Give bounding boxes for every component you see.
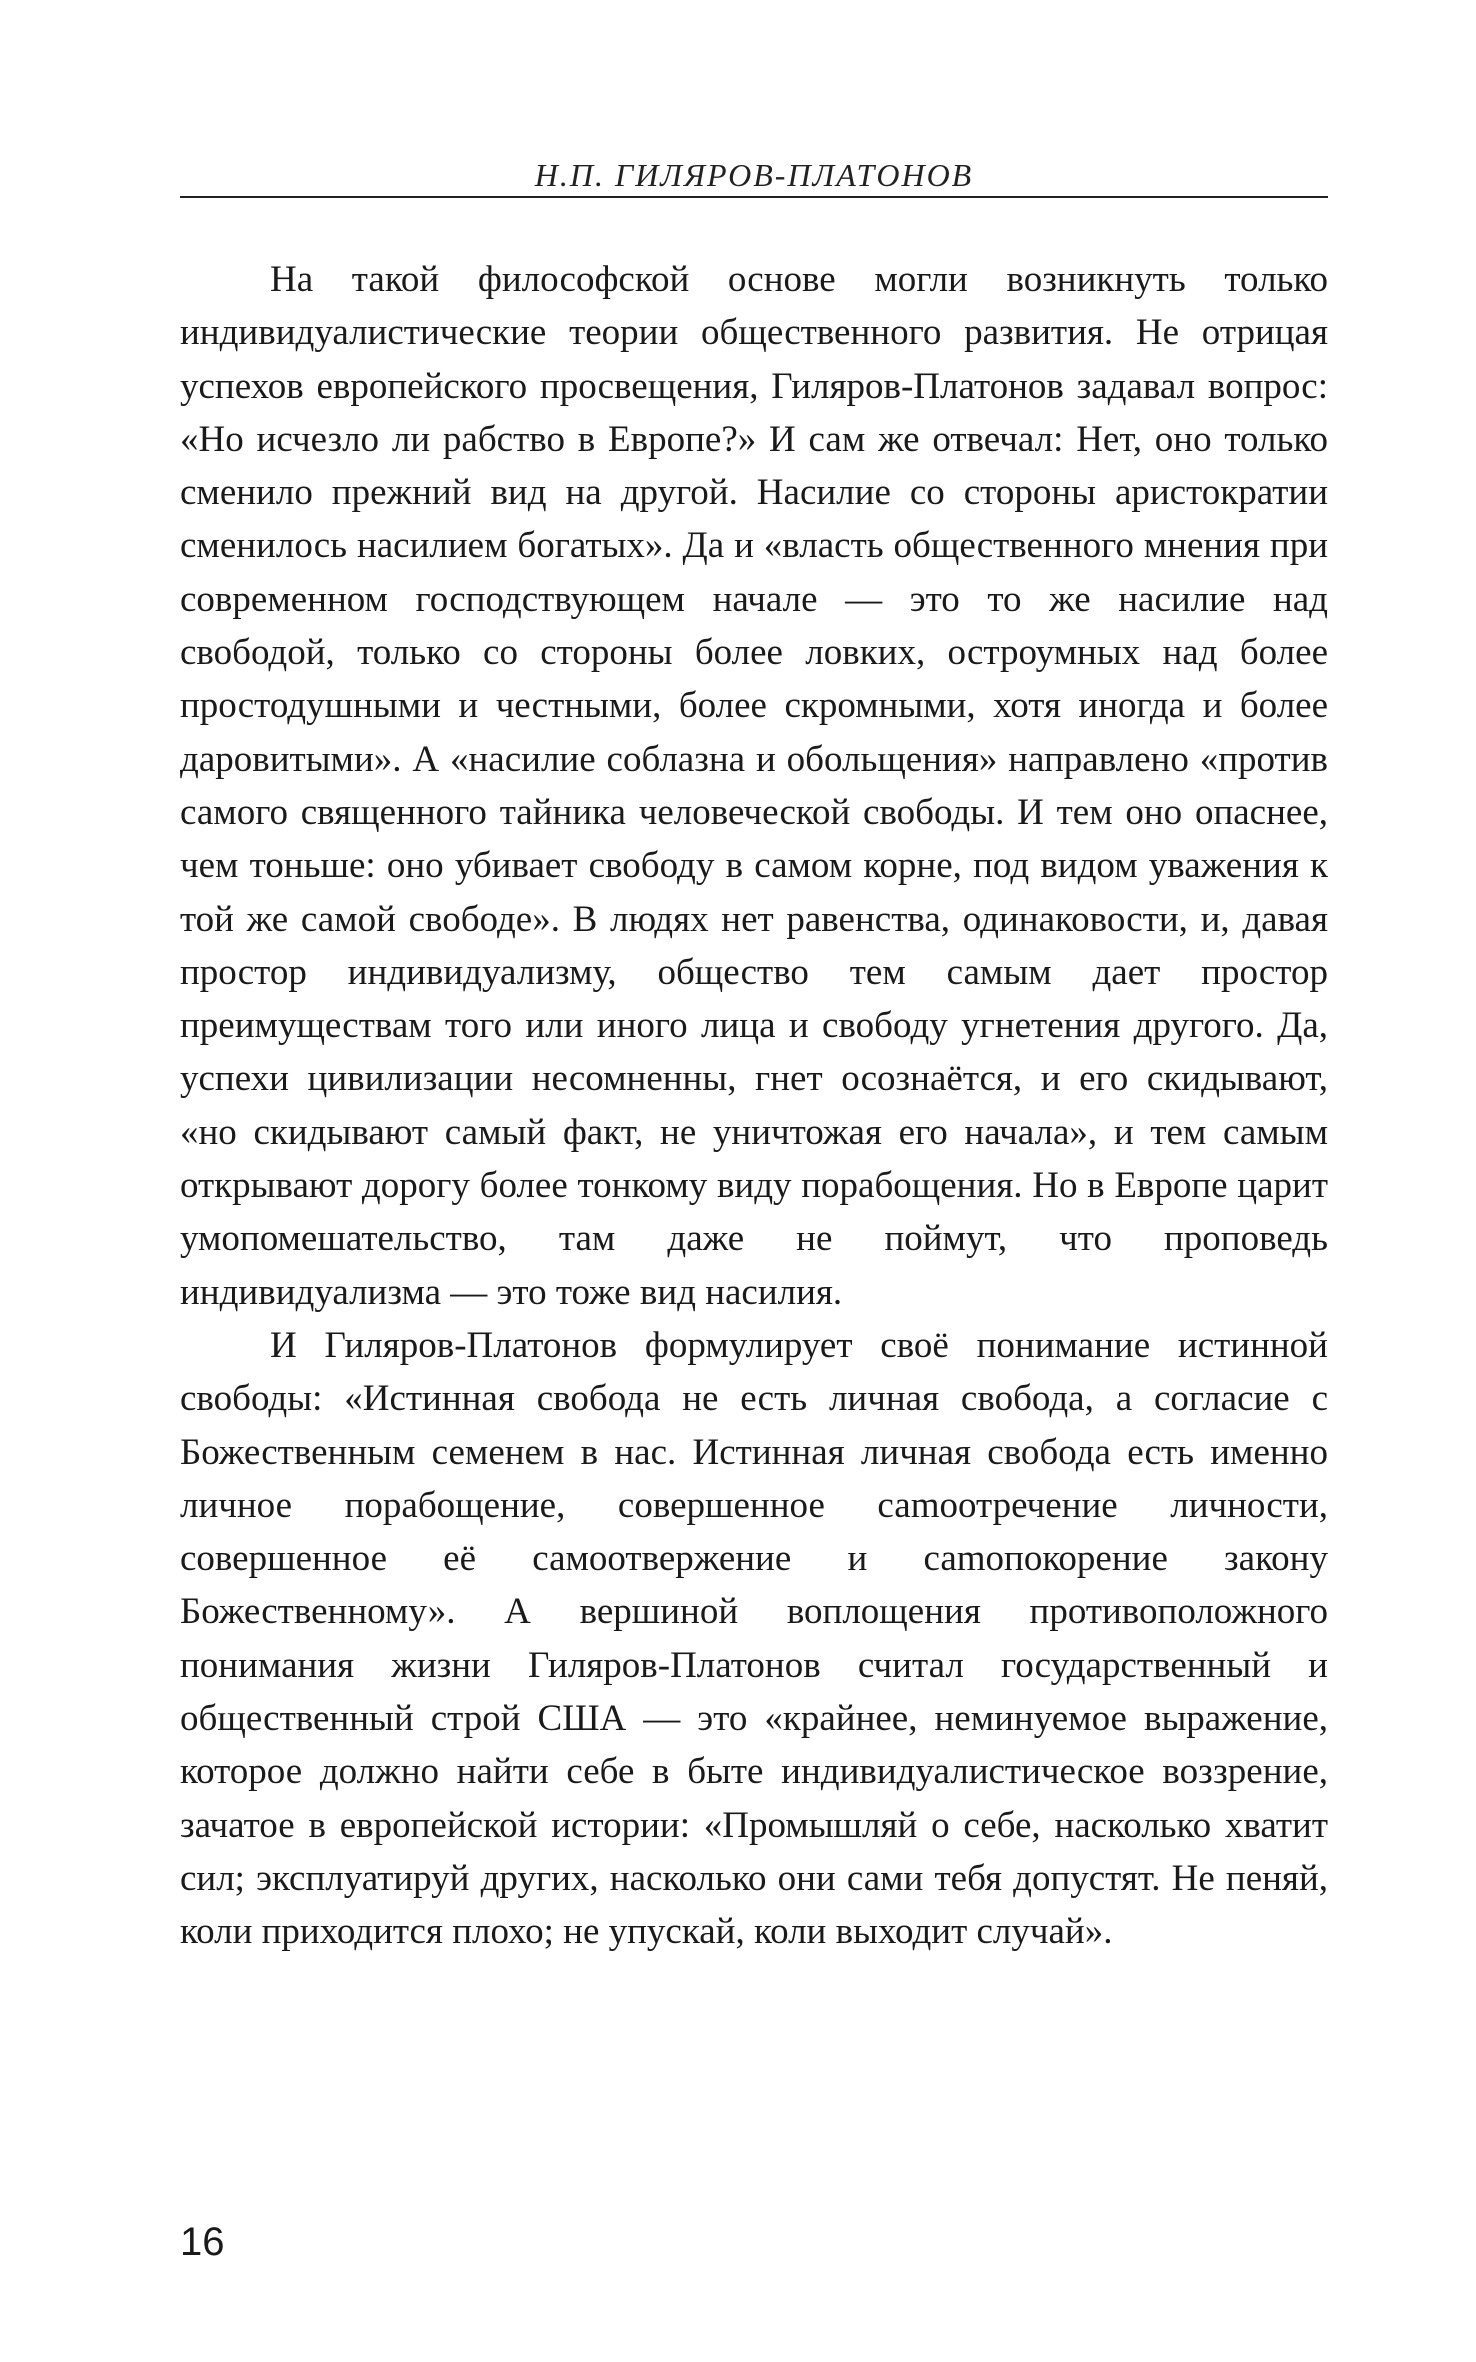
paragraph: На такой философской основе могли возникнуть только индивидуалистические теории общественного развития. Не отрицая успехов европейского просвещения, Гиляров-Платонов задавал вопрос: «Но исчезло ли рабство в Европе?» И сам же отвечал: Нет, оно только сменило прежний вид на другой. Насилие со стороны аристократии сменилось насилием богатых». Да и «власть общественного мнения при современном господствующем начале — это то же насилие над свободой, только со стороны более ловких, остроумных над более простодушными и честными, более скромными, хотя иногда и более даровитыми». А «насилие соблазна и обольщения» направлено «против самого священного тайника человеческой свободы. И тем оно опаснее, чем тоньше: оно убивает свободу в самом корне, под видом уважения к той же самой свободе». В людях нет равенства, одинаковости, и, давая простор индивидуализму, общество тем самым дает простор преимуществам того или иного лица и свободу угнетения другого. Да, успехи цивилизации несомненны, гнет осознаётся, и его скидывают, «но скидывают самый факт, не уничтожая его начала», и тем самым открывают дорогу более тонкому виду порабощения. Но в Европе царит умопомешательство, там даже не поймут, что проповедь индивидуализма — это тоже вид насилия. [180, 259, 1328, 1313]
header-rule [180, 196, 1328, 198]
paragraph: И Гиляров-Платонов формулирует своё понимание истинной свободы: «Истинная свобода не есть личная свобода, а согласие с Божественным семенем в нас. Истинная личная свобода есть именно личное порабощение, совершенное саmоотречение личности, совершенное её самоотвержение и саmопокорение закону Божественному». А вершиной воплощения противоположного понимания жизни Гиляров-Платонов считал государственный и общественный строй США — это «крайнее, неминуемое выражение, которое должно найти себе в быте индивидуалистическое воззрение, зачатое в европейской истории: «Промышляй о себе, насколько хватит сил; эксплуатируй других, насколько они сами тебя допустят. Не пеняй, коли приходится плохо; не упускай, коли выходит случай». [180, 1324, 1328, 1953]
page-number: 16 [180, 2220, 225, 2264]
running-header: Н.П. ГИЛЯРОВ-ПЛАТОНОВ [534, 157, 974, 193]
body-text [180, 253, 1328, 1959]
